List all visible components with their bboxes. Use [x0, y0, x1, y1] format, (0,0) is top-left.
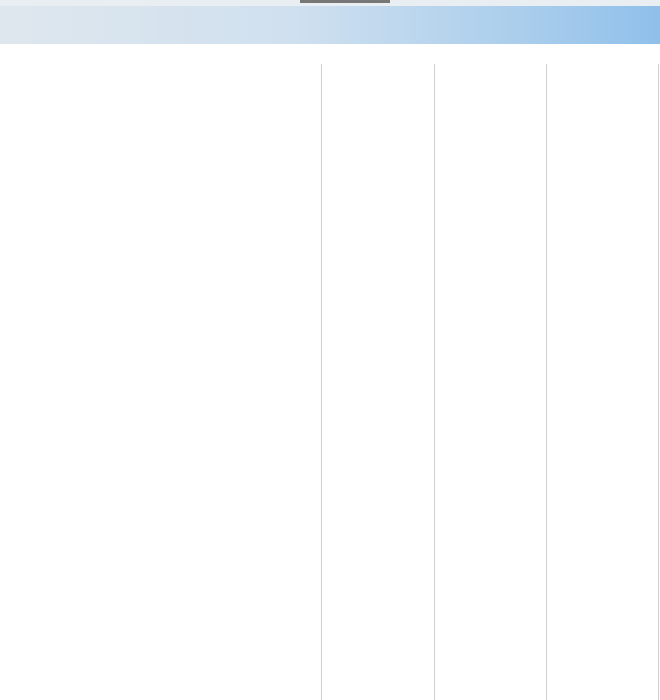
- column-divider: [434, 64, 435, 700]
- statement-header: [0, 6, 660, 44]
- column-divider: [658, 64, 659, 700]
- cropped-title-remnant: [300, 0, 390, 3]
- section-heading: [0, 44, 660, 64]
- column-divider: [546, 64, 547, 700]
- column-divider: [321, 64, 322, 700]
